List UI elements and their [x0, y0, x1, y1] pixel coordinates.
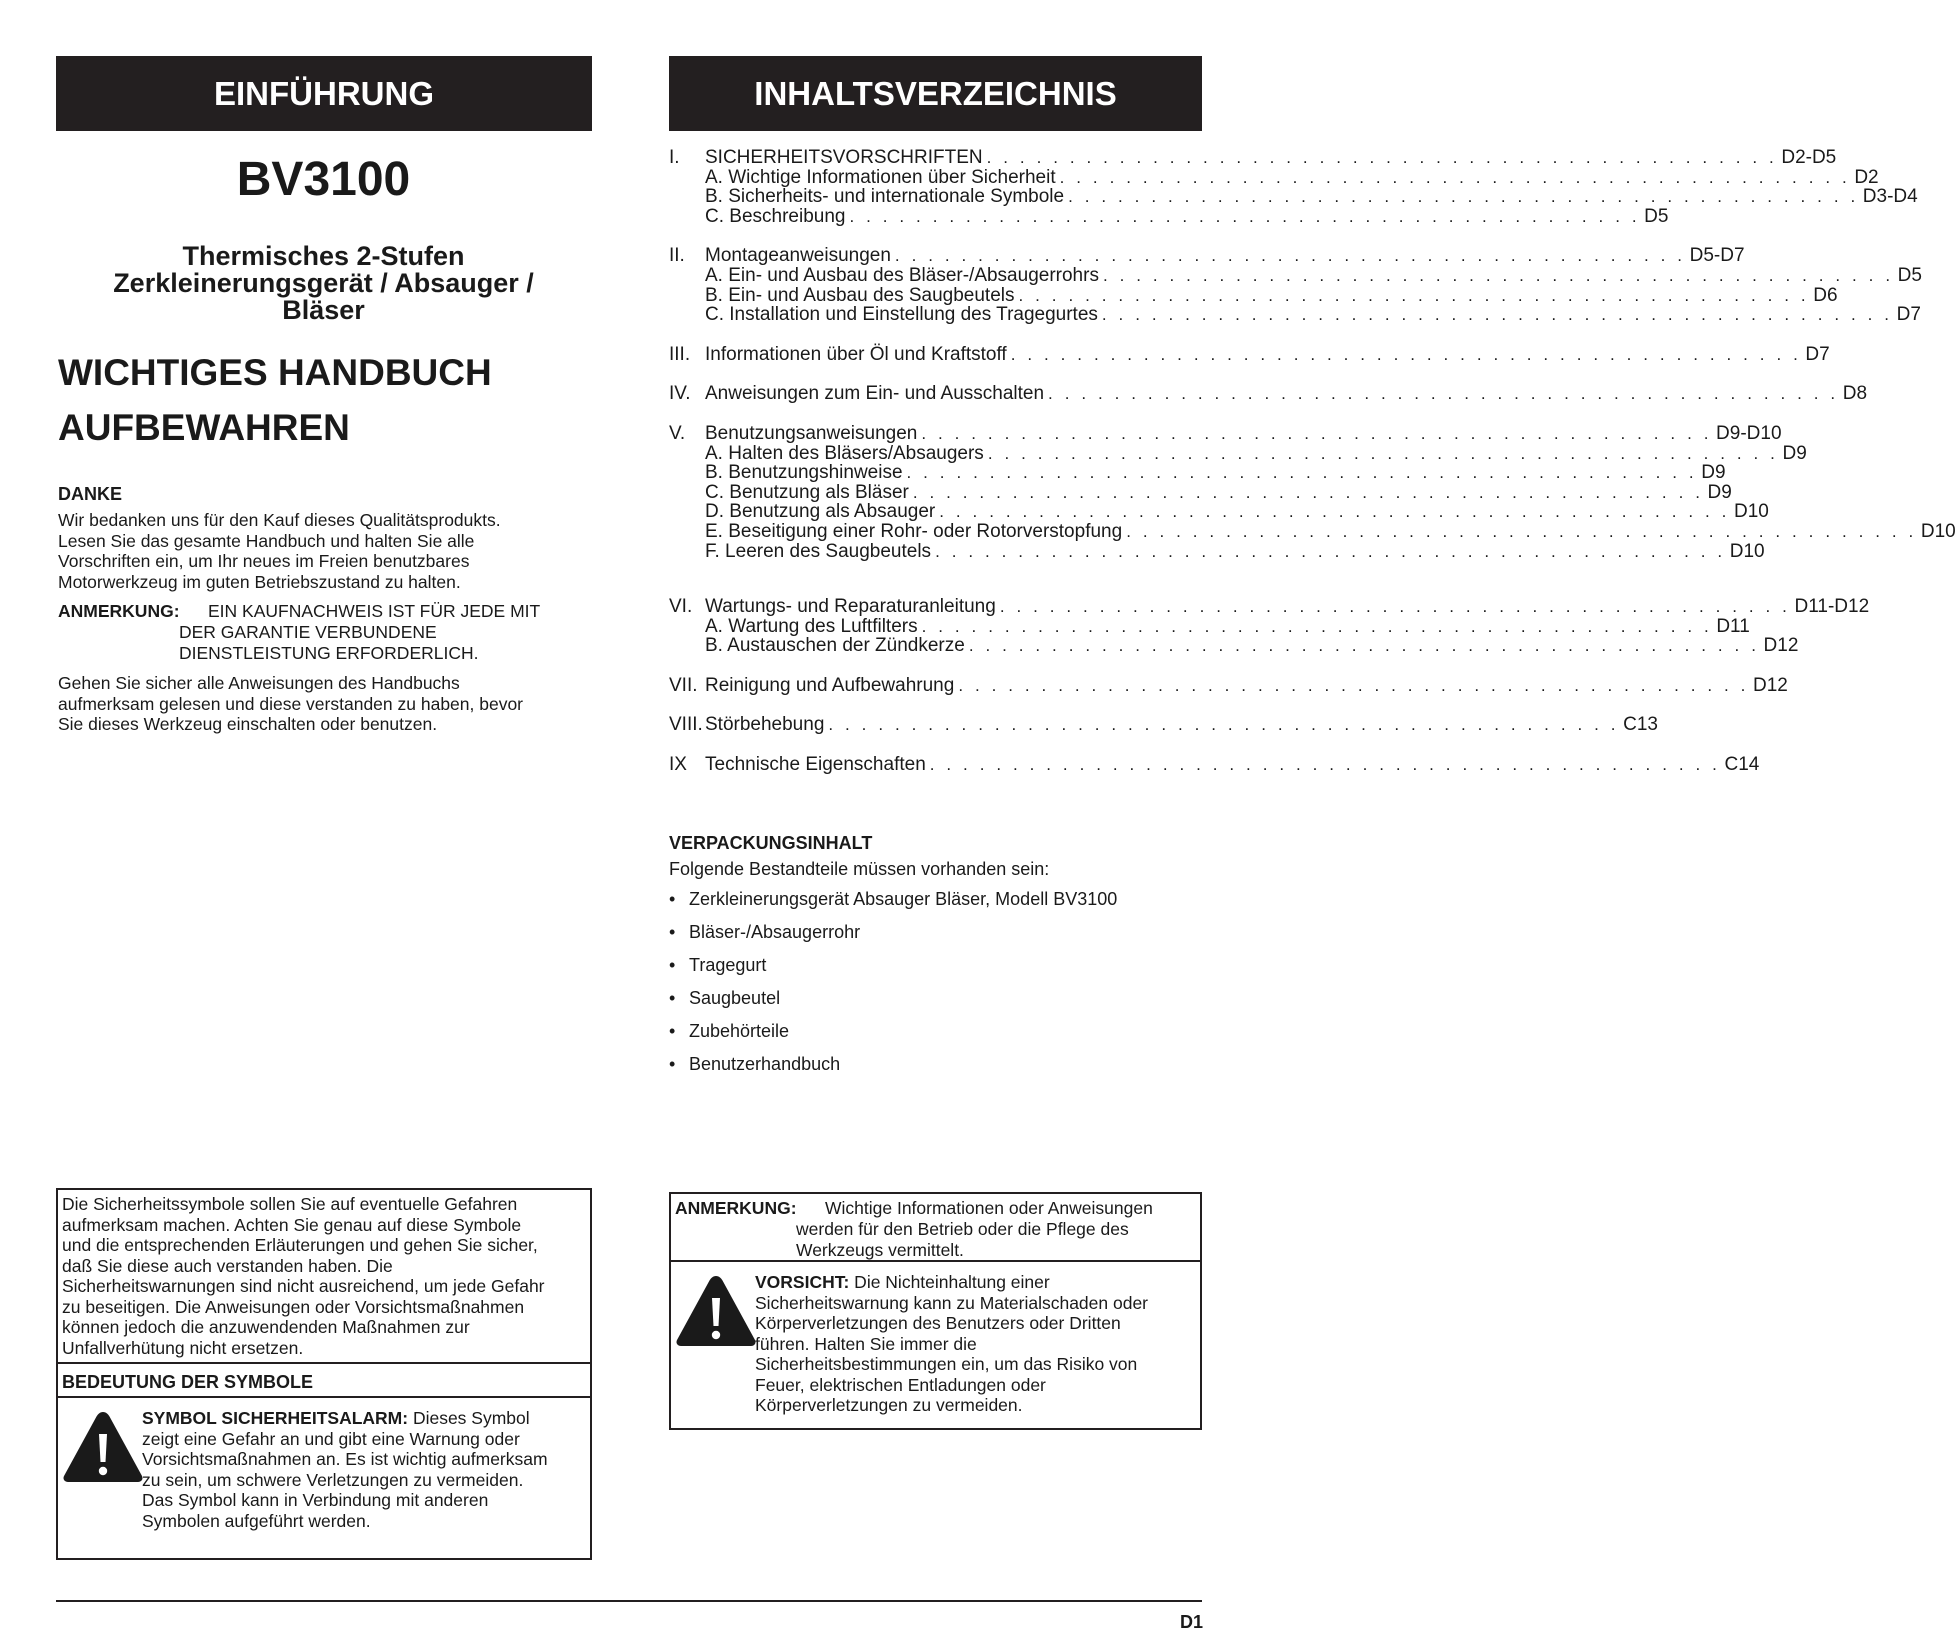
- toc-subentry-page: D9: [1707, 481, 1732, 503]
- safety-intro-line: Die Sicherheitssymbole sollen Sie auf eventuelle Gefahren: [62, 1194, 518, 1214]
- toc-subentry-page: D10: [1733, 501, 1769, 523]
- toc-subentry-label: D. Benutzung als Absauger: [705, 501, 936, 523]
- toc-leader-dots: . . . . . . . . . . . . . . . . . . . . . . . . . . . . . . . . . . . . . . . . . . . . . . . .: [1018, 285, 1810, 305]
- toc-entry-page: D11-D12: [1794, 596, 1870, 618]
- toc-section: [669, 422, 1956, 562]
- toc-subentry-label: A. Wartung des Luftfilters: [705, 615, 918, 637]
- safety-alert-line: Symbolen aufgeführt werden.: [142, 1510, 371, 1531]
- toc-entry: [669, 383, 1868, 405]
- toc-leader-dots: . . . . . . . . . . . . . . . . . . . . . . . . . . . . . . . . . . . . . . . . . . . . . . . .: [939, 502, 1730, 522]
- toc-subentry-page: D10: [1729, 540, 1765, 562]
- toc-leader-dots: . . . . . . . . . . . . . . . . . . . . . . . . . . . . . . . . . . . . . . . . . . . . . . . .: [929, 755, 1721, 775]
- toc-subentry: [669, 186, 1918, 208]
- packaging-list: [669, 888, 1117, 1086]
- toc-subentry-label: C. Beschreibung: [705, 205, 846, 227]
- toc-entry-label: Anweisungen zum Ein- und Ausschalten: [705, 383, 1045, 405]
- list-item-text: Tragegurt: [689, 955, 767, 975]
- toc-entry-label: Wartungs- und Reparaturanleitung: [705, 596, 996, 618]
- toc-subentry-page: D2: [1854, 166, 1879, 188]
- toc-entry-number: IV.: [669, 383, 691, 405]
- warning-triangle-icon: [675, 1274, 757, 1348]
- list-item: • Zerkleinerungsgerät Absauger Bläser, Modell BV3100: [669, 888, 1117, 921]
- toc-section: [669, 343, 1830, 365]
- safety-alert-first: Dieses Symbol: [408, 1408, 530, 1428]
- safety-intro-line: und die entsprechenden Erläuterungen und gehen Sie sicher,: [62, 1235, 538, 1255]
- caution-line: Körperverletzungen zu vermeiden.: [755, 1395, 1023, 1415]
- toc-subentry-page: D9: [1701, 462, 1726, 484]
- toc-subentry: [669, 540, 1765, 562]
- note-line: EIN KAUFNACHWEIS IST FÜR JEDE MIT: [208, 601, 541, 621]
- toc-leader-dots: . . . . . . . . . . . . . . . . . . . . . . . . . . . . . . . . . . . . . . . . . . . . . . . .: [968, 636, 1760, 656]
- toc-banner: INHALTSVERZEICHNIS: [669, 56, 1202, 131]
- toc-leader-dots: . . . . . . . . . . . . . . . . . . . . . . . . . . . . . . . . . . . . . . . . . . . . . . . .: [1059, 167, 1851, 187]
- safety-intro-line: aufmerksam machen. Achten Sie genau auf diese Symbole: [62, 1214, 522, 1235]
- subtitle-line: Thermisches 2-Stufen: [182, 241, 465, 271]
- toc-subentry: [669, 462, 1726, 484]
- toc-entry-number: IX: [669, 754, 687, 776]
- thanks-line: Vorschriften ein, um Ihr neues im Freien benutzbares: [58, 551, 470, 571]
- toc-leader-dots: . . . . . . . . . . . . . . . . . . . . . . . . . . . . . . . . . . . . . . . . . . . . . . . .: [958, 675, 1750, 695]
- caution-line: Sicherheitswarnung kann zu Materialschaden oder: [755, 1292, 1149, 1313]
- thanks-line: Wir bedanken uns für den Kauf dieses Qualitätsprodukts.: [58, 510, 501, 530]
- note-box-line: werden für den Betrieb oder die Pflege des: [796, 1219, 1129, 1239]
- toc-entry-page: D9-D10: [1716, 422, 1782, 444]
- toc-subentry: [669, 284, 1838, 306]
- caution-line: Sicherheitsbestimmungen ein, um das Risiko von: [755, 1354, 1138, 1374]
- toc-leader-dots: . . . . . . . . . . . . . . . . . . . . . . . . . . . . . . . . . . . . . . . . . . . . . . . .: [921, 423, 1713, 443]
- safety-alert-label: SYMBOL SICHERHEITSALARM:: [142, 1408, 409, 1428]
- toc-leader-dots: . . . . . . . . . . . . . . . . . . . . . . . . . . . . . . . . . . . . . . . . . . . . . . . .: [894, 246, 1686, 266]
- toc-leader-dots: . . . . . . . . . . . . . . . . . . . . . . . . . . . . . . . . . . . . . . . . . . . . . . . .: [1102, 265, 1894, 285]
- keep-manual-heading: [58, 345, 593, 455]
- caution-text: [755, 1272, 1195, 1416]
- note-section: [671, 1194, 1200, 1260]
- toc-subentry-page: D6: [1813, 284, 1838, 306]
- caution-line: Körperverletzungen des Benutzers oder Dritten: [755, 1313, 1121, 1333]
- list-item-text: Zerkleinerungsgerät Absauger Bläser, Modell BV3100: [689, 889, 1118, 909]
- caution-label: VORSICHT:: [755, 1272, 850, 1292]
- toc-subentry-label: C. Benutzung als Bläser: [705, 481, 909, 503]
- keep-line: AUFBEWAHREN: [58, 407, 350, 448]
- toc-leader-dots: . . . . . . . . . . . . . . . . . . . . . . . . . . . . . . . . . . . . . . . . . . . . . . . .: [1068, 187, 1859, 207]
- toc-subentry-label: B. Austauschen der Zündkerze: [705, 635, 965, 657]
- packaging-heading: VERPACKUNGSINHALT: [669, 833, 873, 853]
- safety-alert-line: zeigt eine Gefahr an und gibt eine Warnung oder: [142, 1428, 520, 1449]
- toc-leader-dots: . . . . . . . . . . . . . . . . . . . . . . . . . . . . . . . . . . . . . . . . . . . . . . . .: [986, 148, 1778, 167]
- caution-first: Die Nichteinhaltung einer: [849, 1272, 1050, 1292]
- toc-subentry-label: E. Beseitigung einer Rohr- oder Rotorverstopfung: [705, 520, 1123, 542]
- safety-symbols-box: [56, 1188, 592, 1560]
- thanks-line: Lesen Sie das gesamte Handbuch und halten Sie alle: [58, 530, 475, 551]
- safety-alert-text: [142, 1408, 582, 1531]
- toc-leader-dots: . . . . . . . . . . . . . . . . . . . . . . . . . . . . . . . . . . . . . . . . . . . . . . . .: [906, 463, 1698, 483]
- toc-entry-number: V.: [669, 422, 686, 444]
- read-line: Sie dieses Werkzeug einschalten oder benutzen.: [58, 714, 438, 734]
- toc-section: [669, 596, 1870, 657]
- thanks-line: Motorwerkzeug im guten Betriebszustand zu halten.: [58, 571, 461, 592]
- toc-entry-page: C14: [1724, 754, 1760, 776]
- read-instructions-paragraph: [58, 673, 598, 735]
- toc-leader-dots: . . . . . . . . . . . . . . . . . . . . . . . . . . . . . . . . . . . . . . . . . . . . . . . .: [987, 443, 1779, 463]
- toc-section: [669, 245, 1922, 326]
- toc-subentry-label: B. Benutzungshinweise: [705, 462, 903, 484]
- toc-subentry: [669, 442, 1807, 464]
- toc-leader-dots: . . . . . . . . . . . . . . . . . . . . . . . . . . . . . . . . . . . . . . . . . . . . . . . .: [1126, 521, 1917, 541]
- toc-entry-label: Reinigung und Aufbewahrung: [705, 674, 955, 696]
- note-label: ANMERKUNG:: [58, 601, 180, 621]
- safety-intro: [58, 1190, 590, 1362]
- toc-subentry: [669, 166, 1879, 188]
- thanks-heading: DANKE: [58, 484, 123, 504]
- safety-intro-line: können jedoch die anzuwendenden Maßnahmen zur: [62, 1317, 470, 1337]
- toc-subentry-label: A. Wichtige Informationen über Sicherheit: [705, 166, 1056, 188]
- toc-subentry-page: D5: [1897, 264, 1922, 286]
- toc-subentry: [669, 635, 1799, 657]
- toc-entry-label: Informationen über Öl und Kraftstoff: [705, 343, 1007, 365]
- toc-section: [669, 147, 1918, 227]
- caution-line: Feuer, elektrischen Entladungen oder: [755, 1374, 1046, 1395]
- toc-section: [669, 714, 1658, 736]
- toc-entry: [669, 596, 1870, 618]
- toc-entry: [669, 245, 1745, 267]
- toc-entry-page: D12: [1753, 674, 1788, 696]
- toc-section: [669, 383, 1868, 405]
- list-item: • Saugbeutel: [669, 987, 1117, 1020]
- toc-leader-dots: . . . . . . . . . . . . . . . . . . . . . . . . . . . . . . . . . . . . . . . . . . . . . . . .: [828, 715, 1620, 735]
- note-box-line: Werkzeugs vermittelt.: [796, 1240, 964, 1260]
- toc-subentry-label: A. Halten des Bläsers/Absaugers: [705, 442, 984, 464]
- footer-rule: [56, 1600, 1202, 1602]
- toc-subentry: [669, 205, 1669, 227]
- list-item: • Zubehörteile: [669, 1020, 1117, 1053]
- toc-leader-dots: . . . . . . . . . . . . . . . . . . . . . . . . . . . . . . . . . . . . . . . . . . . . . . . .: [935, 541, 1726, 561]
- note-box-label: ANMERKUNG:: [675, 1198, 797, 1218]
- symbols-heading: BEDEUTUNG DER SYMBOLE: [58, 1362, 590, 1396]
- toc-entry-number: III.: [669, 343, 691, 365]
- toc-subentry: [669, 304, 1921, 326]
- safety-intro-line: zu beseitigen. Die Anweisungen oder Vorsichtsmaßnahmen: [62, 1296, 525, 1317]
- list-item: • Bläser-/Absaugerrohr: [669, 921, 1117, 954]
- toc-leader-dots: . . . . . . . . . . . . . . . . . . . . . . . . . . . . . . . . . . . . . . . . . . . . . . . .: [912, 482, 1704, 502]
- toc-subentry-label: B. Ein- und Ausbau des Saugbeutels: [705, 284, 1015, 306]
- toc-subentry-page: D3-D4: [1862, 186, 1918, 208]
- toc-leader-dots: . . . . . . . . . . . . . . . . . . . . . . . . . . . . . . . . . . . . . . . . . . . . . . . .: [999, 597, 1791, 617]
- read-line: Gehen Sie sicher alle Anweisungen des Handbuchs: [58, 673, 460, 693]
- warning-triangle-icon: [62, 1410, 144, 1484]
- toc-entry-page: C13: [1623, 714, 1658, 736]
- model-title: BV3100: [236, 153, 411, 206]
- safety-alert-line: Vorsichtsmaßnahmen an. Es ist wichtig aufmerksam: [142, 1449, 548, 1469]
- toc-subentry: [669, 501, 1769, 523]
- note-box-first: Wichtige Informationen oder Anweisungen: [825, 1198, 1153, 1218]
- toc-subentry-page: D12: [1763, 635, 1799, 657]
- subtitle-line: Zerkleinerungsgerät / Absauger /: [113, 268, 534, 298]
- toc-subentry-label: C. Installation und Einstellung des Tragegurtes: [705, 304, 1098, 326]
- toc-subentry-page: D7: [1896, 304, 1921, 326]
- safety-intro-line: Unfallverhütung nicht ersetzen.: [62, 1337, 304, 1358]
- toc-subentry-label: F. Leeren des Saugbeutels: [705, 540, 932, 562]
- toc-entry-number: I.: [669, 147, 680, 168]
- toc-section: [669, 674, 1788, 696]
- subtitle-line: Bläser: [282, 295, 365, 325]
- toc-leader-dots: . . . . . . . . . . . . . . . . . . . . . . . . . . . . . . . . . . . . . . . . . . . . . . . .: [849, 206, 1641, 226]
- toc-leader-dots: . . . . . . . . . . . . . . . . . . . . . . . . . . . . . . . . . . . . . . . . . . . . . . . .: [1048, 384, 1839, 404]
- toc-leader-dots: . . . . . . . . . . . . . . . . . . . . . . . . . . . . . . . . . . . . . . . . . . . . . . . .: [1101, 305, 1893, 325]
- toc-entry-label: Montageanweisungen: [705, 245, 891, 267]
- toc-entry: [669, 422, 1782, 444]
- purchase-note: [58, 601, 598, 664]
- intro-banner: EINFÜHRUNG: [56, 56, 592, 131]
- page-number: D1: [1179, 1612, 1203, 1632]
- toc-subentry-page: D11: [1716, 615, 1750, 637]
- note-line: DER GARANTIE VERBUNDENE: [179, 622, 437, 642]
- product-subtitle: [56, 243, 591, 324]
- toc-entry: [669, 147, 1837, 168]
- toc-entry-number: VII.: [669, 674, 698, 696]
- toc-subentry: [669, 264, 1922, 286]
- list-item-text: Bläser-/Absaugerrohr: [689, 922, 861, 942]
- note-line: DIENSTLEISTUNG ERFORDERLICH.: [179, 643, 479, 663]
- caution-line: führen. Halten Sie immer die: [755, 1333, 977, 1354]
- safety-alert-line: zu sein, um schwere Verletzungen zu vermeiden.: [142, 1469, 524, 1490]
- safety-intro-line: daß Sie diese auch verstanden haben. Die: [62, 1255, 393, 1276]
- packaging-intro: Folgende Bestandteile müssen vorhanden sein:: [669, 859, 1050, 879]
- toc-entry: [669, 343, 1830, 365]
- toc-entry-page: D2-D5: [1781, 147, 1837, 168]
- keep-line: WICHTIGES HANDBUCH: [58, 352, 492, 393]
- read-line: aufmerksam gelesen und diese verstanden zu haben, bevor: [58, 693, 524, 714]
- toc-subentry-page: D5: [1644, 205, 1669, 227]
- toc-leader-dots: . . . . . . . . . . . . . . . . . . . . . . . . . . . . . . . . . . . . . . . . . . . . . . . .: [1010, 344, 1802, 364]
- thanks-paragraph: [58, 510, 598, 592]
- safety-alert-section: [58, 1396, 590, 1560]
- caution-section: [671, 1260, 1200, 1428]
- toc-subentry-page: D9: [1782, 442, 1807, 464]
- toc-subentry: [669, 615, 1750, 637]
- toc-subentry-page: D10: [1920, 520, 1956, 542]
- toc-subentry-label: B. Sicherheits- und internationale Symbole: [705, 186, 1065, 208]
- list-item-text: Saugbeutel: [689, 988, 781, 1008]
- toc-entry-label: Benutzungsanweisungen: [705, 422, 918, 444]
- toc-entry-label: Technische Eigenschaften: [705, 754, 926, 776]
- toc-entry: [669, 714, 1658, 736]
- toc-entry-page: D5-D7: [1689, 245, 1745, 267]
- list-item: • Tragegurt: [669, 954, 1117, 987]
- list-item: • Benutzerhandbuch: [669, 1053, 1117, 1086]
- list-item-text: Zubehörteile: [689, 1021, 790, 1041]
- toc-entry-number: VI.: [669, 596, 693, 618]
- toc-section: [669, 754, 1760, 776]
- toc-entry-page: D7: [1805, 343, 1830, 365]
- toc-entry-page: D8: [1842, 383, 1868, 405]
- toc-subentry-label: A. Ein- und Ausbau des Bläser-/Absaugerrohrs: [705, 264, 1099, 286]
- note-caution-box: [669, 1192, 1202, 1430]
- toc-subentry: [669, 481, 1732, 503]
- list-item-text: Benutzerhandbuch: [689, 1054, 841, 1074]
- toc-entry: [669, 754, 1760, 776]
- toc-entry-label: Störbehebung: [705, 714, 825, 736]
- safety-alert-line: Das Symbol kann in Verbindung mit anderen: [142, 1490, 489, 1510]
- toc-entry-number: VIII.: [669, 714, 703, 736]
- safety-intro-line: Sicherheitswarnungen sind nicht ausreichend, um jede Gefahr: [62, 1276, 545, 1296]
- table-of-contents: [669, 147, 1956, 795]
- toc-leader-dots: . . . . . . . . . . . . . . . . . . . . . . . . . . . . . . . . . . . . . . . . . . . . . . . .: [921, 616, 1713, 636]
- toc-subentry: [669, 520, 1956, 542]
- toc-entry-number: II.: [669, 245, 685, 267]
- toc-entry-label: SICHERHEITSVORSCHRIFTEN: [705, 147, 983, 168]
- toc-entry: [669, 674, 1788, 696]
